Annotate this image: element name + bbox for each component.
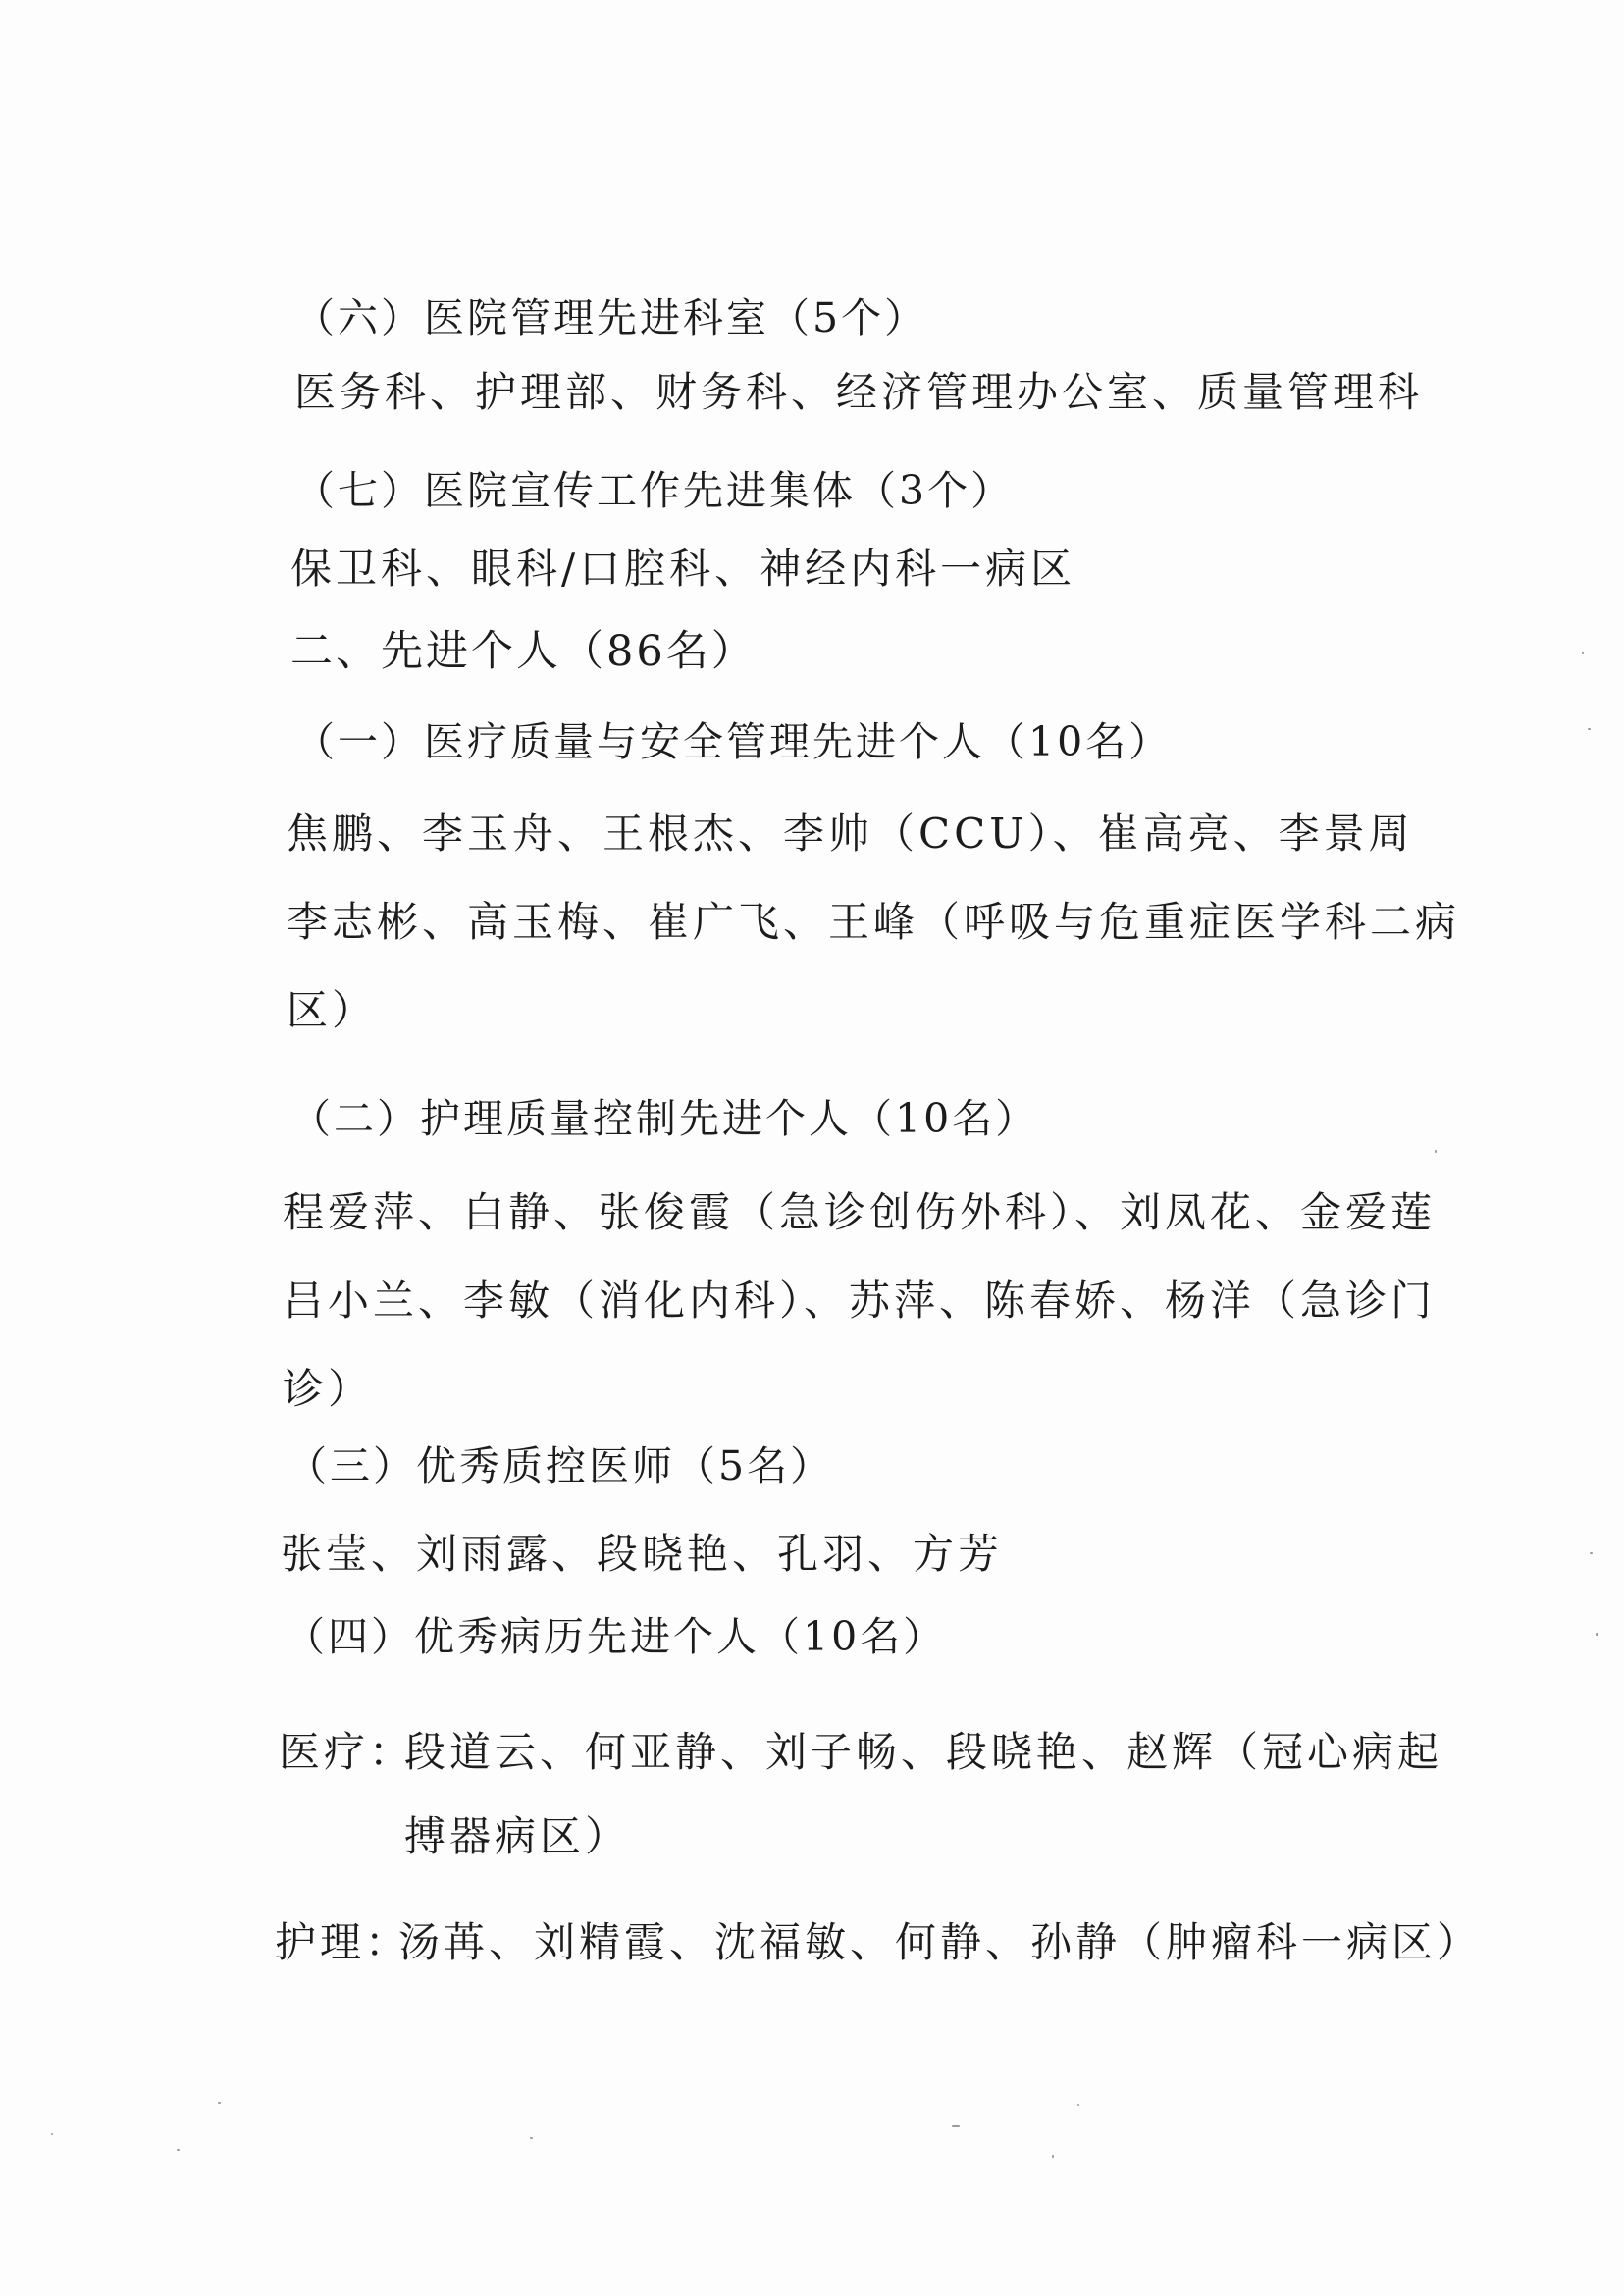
list-quality-safety-line-1: 焦鹏、李玉舟、王根杰、李帅（CCU）、崔高亮、李景周 <box>287 809 1414 858</box>
heading-nursing-quality-individuals: （二）护理质量控制先进个人（10名） <box>290 1095 1039 1142</box>
list-medical-records-line-2: 搏器病区） <box>404 1812 631 1860</box>
scan-speck <box>1435 1150 1437 1153</box>
scan-speck <box>1582 652 1584 654</box>
list-hospital-management-dept: 医务科、护理部、财务科、经济管理办公室、质量管理科 <box>294 368 1424 416</box>
scan-speck <box>1596 1633 1598 1636</box>
scan-speck <box>1052 2155 1054 2158</box>
list-nursing-quality-line-3: 诊） <box>283 1365 374 1413</box>
scan-speck <box>177 2149 180 2151</box>
section-advanced-individuals: 二、先进个人（86名） <box>290 627 757 676</box>
scan-speck <box>530 2137 533 2139</box>
list-nursing-records: 汤苒、刘精霞、沈福敏、何静、孙静（肿瘤科一病区） <box>398 1918 1483 1966</box>
list-quality-safety-line-3: 区） <box>287 986 378 1034</box>
label-medical: 医疗： <box>279 1728 415 1776</box>
list-nursing-quality-line-1: 程爱萍、白静、张俊霞（急诊创伤外科）、刘凤花、金爱莲 <box>283 1188 1437 1236</box>
heading-hospital-management-dept: （六）医院管理先进科室（5个） <box>294 294 928 341</box>
scan-speck <box>51 2133 53 2135</box>
list-medical-records-line-1: 段道云、何亚静、刘子畅、段晓艳、赵辉（冠心病起 <box>404 1728 1443 1776</box>
heading-publicity-collective: （七）医院宣传工作先进集体（3个） <box>294 467 1015 514</box>
heading-quality-safety-individuals: （一）医疗质量与安全管理先进个人（10名） <box>294 718 1173 765</box>
heading-quality-control-physicians: （三）优秀质控医师（5名） <box>287 1442 834 1489</box>
scan-speck <box>952 2125 960 2127</box>
list-publicity-collective: 保卫科、眼科/口腔科、神经内科一病区 <box>290 545 1076 593</box>
scan-speck <box>1077 2104 1079 2106</box>
scan-speck <box>1588 728 1591 730</box>
list-quality-safety-line-2: 李志彬、高玉梅、崔广飞、王峰（呼吸与危重症医学科二病 <box>287 898 1461 946</box>
scan-speck <box>1590 1552 1593 1554</box>
heading-medical-records-individuals: （四）优秀病历先进个人（10名） <box>285 1613 947 1660</box>
scan-speck <box>218 2102 221 2104</box>
list-nursing-quality-line-2: 吕小兰、李敏（消化内科）、苏萍、陈春娇、杨洋（急诊门 <box>283 1277 1437 1325</box>
label-nursing: 护理： <box>275 1918 411 1966</box>
list-quality-control-physicians: 张莹、刘雨露、段晓艳、孔羽、方芳 <box>281 1530 1004 1578</box>
